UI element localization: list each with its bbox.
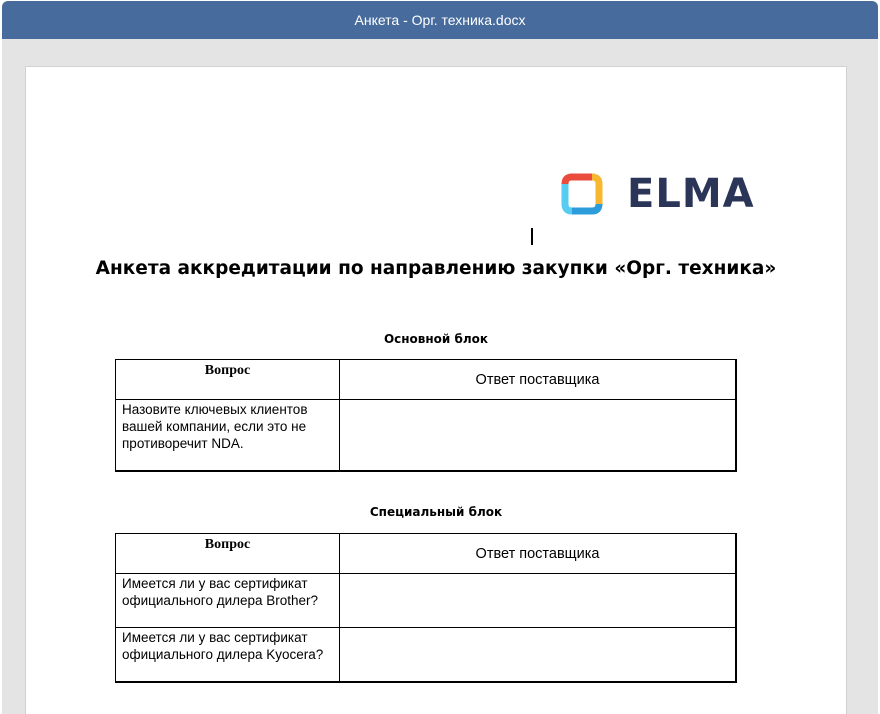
text-cursor — [531, 228, 533, 245]
header-answer[interactable]: Ответ поставщика — [340, 534, 737, 574]
questions-table-special — [115, 533, 737, 683]
question-cell[interactable]: Имеется ли у вас сертификат официального дилера Brother? — [116, 574, 340, 628]
elma-logo-text: ELMA — [627, 171, 755, 217]
table-row — [116, 574, 737, 628]
document-viewer[interactable] — [2, 39, 878, 714]
question-cell[interactable]: Назовите ключевых клиентов вашей компании, если это не противоречит NDA. — [116, 400, 340, 471]
questions-table-main — [115, 359, 737, 472]
answer-cell[interactable] — [340, 574, 737, 628]
document-title[interactable]: Анкета аккредитации по направлению закупки «Орг. техника» — [95, 258, 777, 279]
table-row — [116, 400, 737, 471]
header-question[interactable]: Вопрос — [116, 534, 340, 574]
header-question[interactable]: Вопрос — [116, 360, 340, 400]
table-header-row — [116, 360, 737, 400]
table-row — [116, 628, 737, 682]
document-page[interactable] — [25, 66, 847, 714]
document-window — [2, 1, 878, 714]
elma-logo — [557, 169, 755, 219]
block-title-main[interactable]: Основной блок — [383, 332, 489, 346]
window-title: Анкета - Орг. техника.docx — [2, 1, 878, 39]
question-cell[interactable]: Имеется ли у вас сертификат официального дилера Kyocera? — [116, 628, 340, 682]
header-answer[interactable]: Ответ поставщика — [340, 360, 737, 400]
answer-cell[interactable] — [340, 400, 737, 471]
answer-cell[interactable] — [340, 628, 737, 682]
table-header-row — [116, 534, 737, 574]
elma-logo-icon — [557, 169, 607, 219]
block-title-special[interactable]: Специальный блок — [369, 505, 503, 519]
